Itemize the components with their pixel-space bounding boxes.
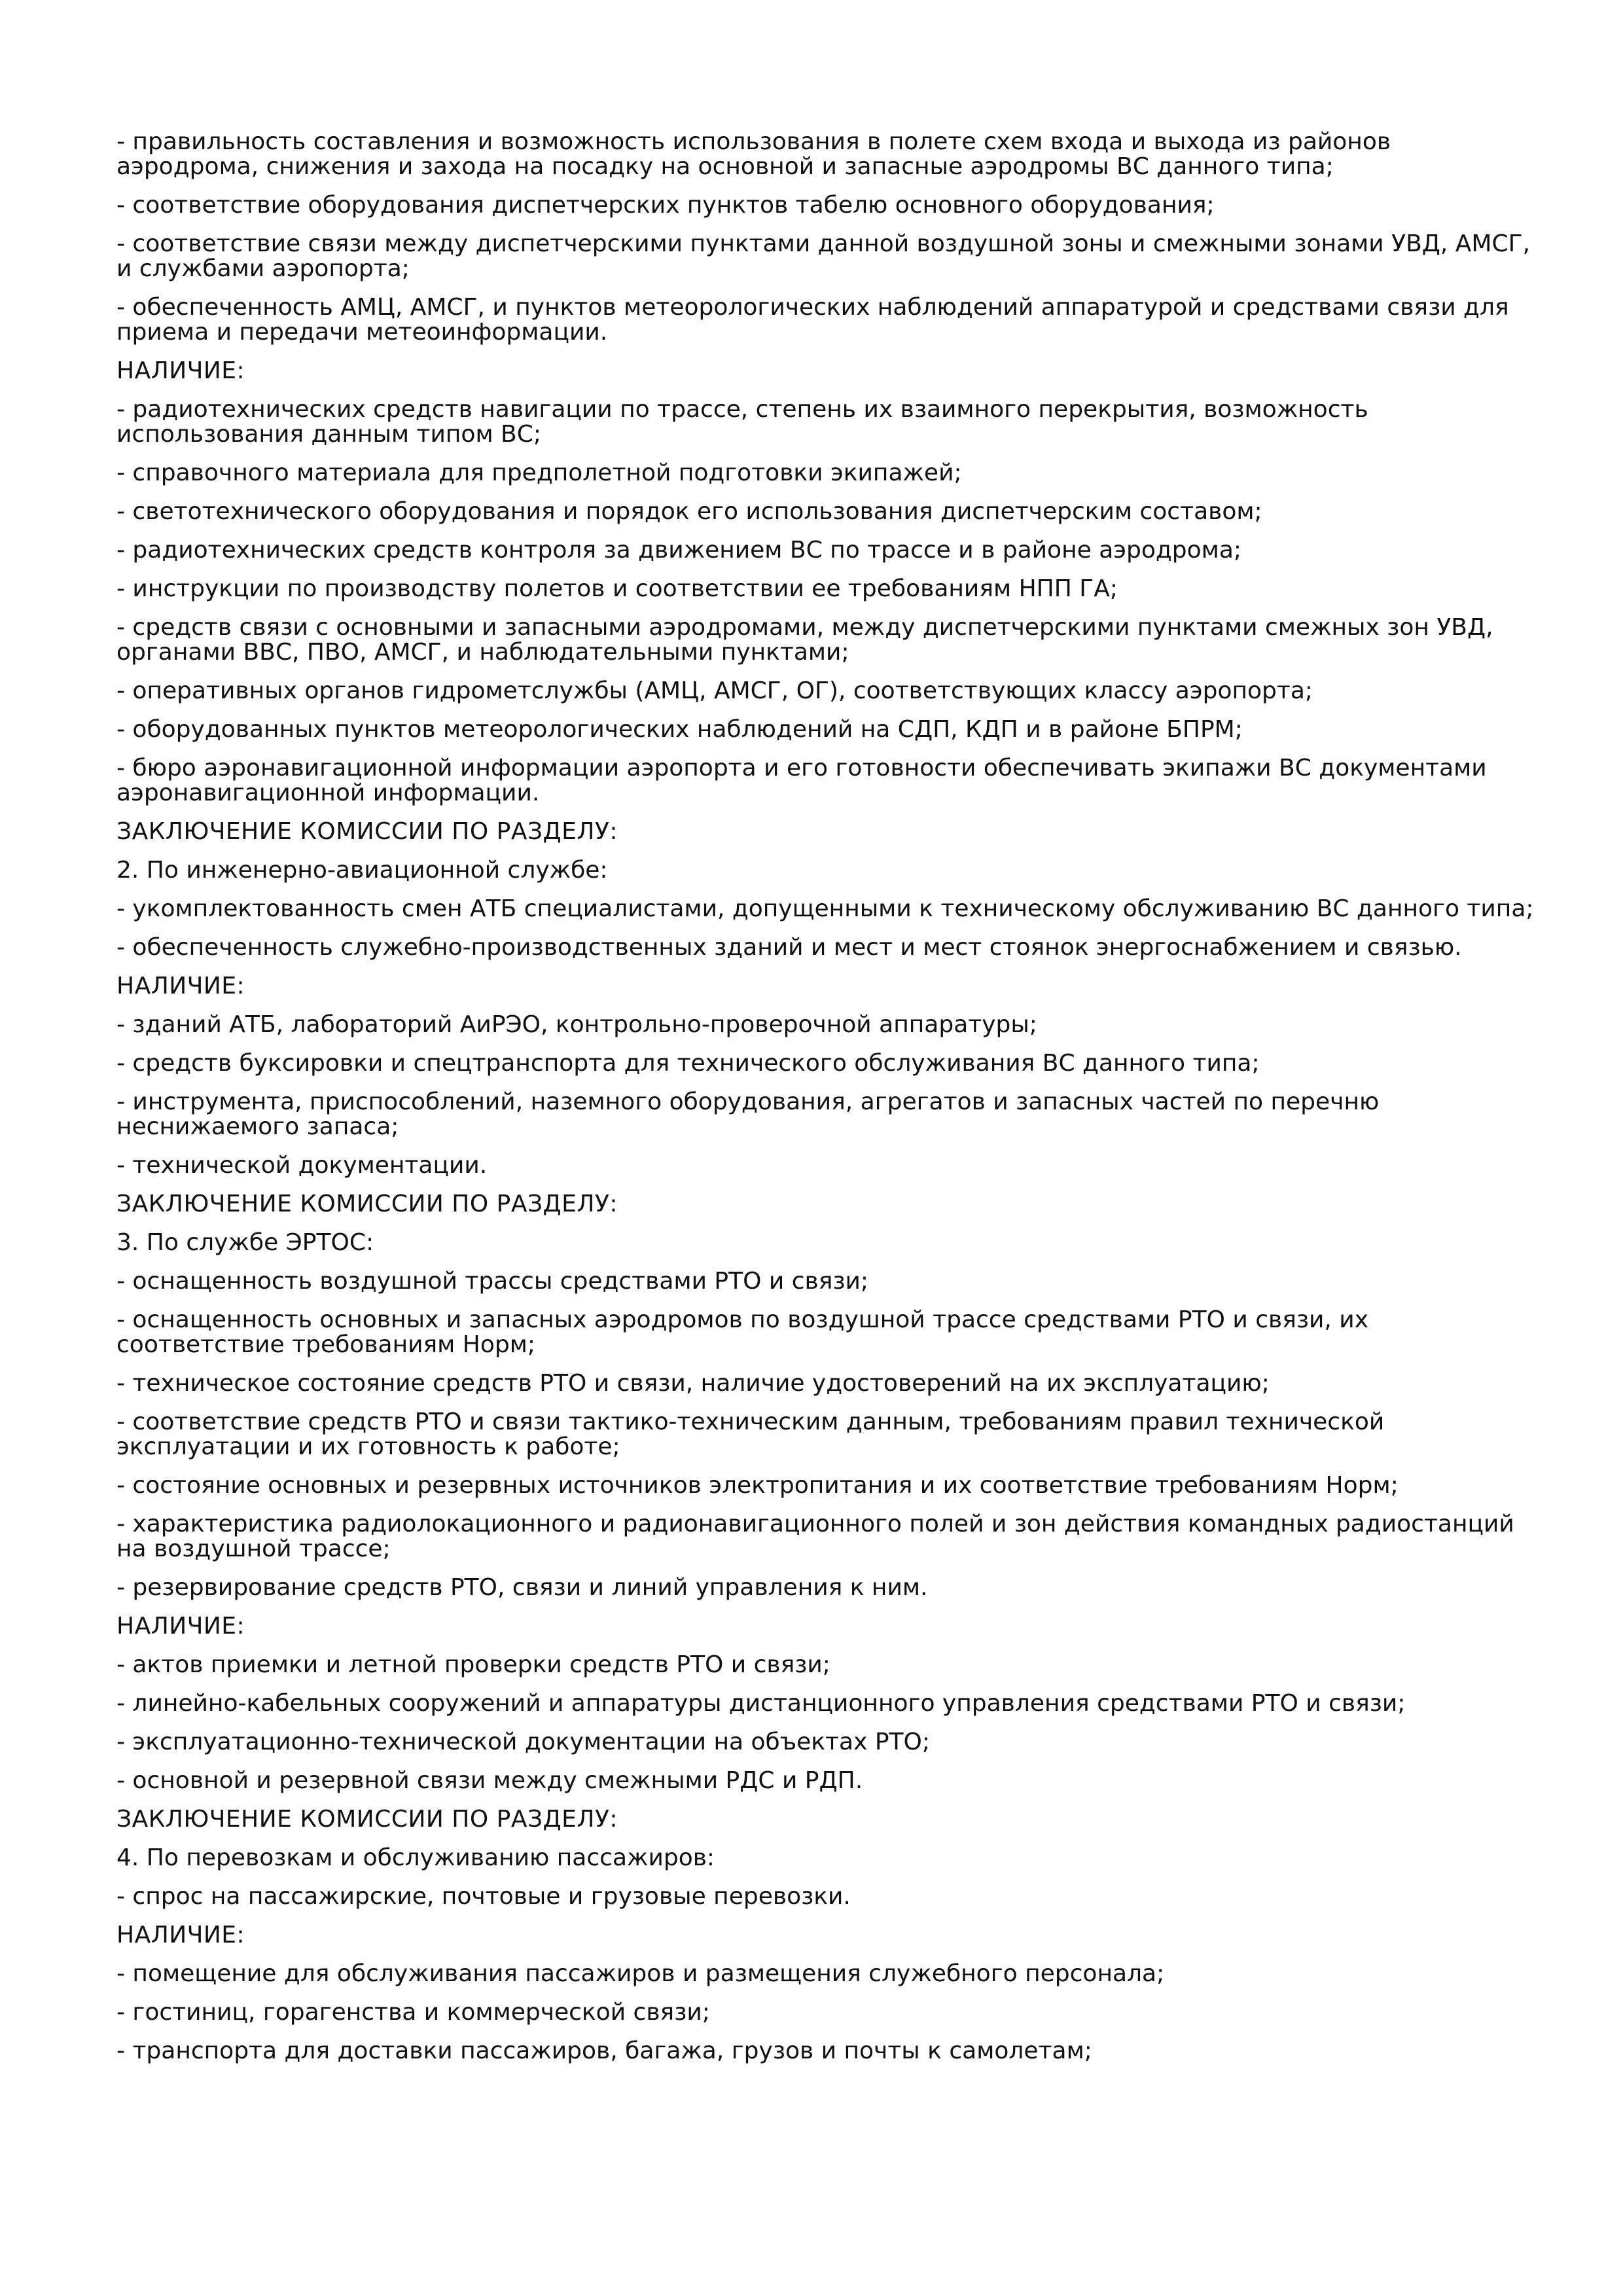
section-heading: НАЛИЧИЕ:	[116, 1922, 245, 1948]
text-line: - резервирование средств РТО, связи и линий управления к ним.	[116, 1574, 928, 1601]
section-heading: ЗАКЛЮЧЕНИЕ КОМИССИИ ПО РАЗДЕЛУ:	[116, 1191, 618, 1217]
text-line: - инструмента, приспособлений, наземного оборудования, агрегатов и запасных частей по перечню неснижаемого запаса;	[116, 1088, 1380, 1140]
text-line: - помещение для обслуживания пассажиров и размещения служебного персонала;	[116, 1960, 1165, 1987]
section-heading: НАЛИЧИЕ:	[116, 357, 245, 384]
section-heading: НАЛИЧИЕ:	[116, 973, 245, 999]
text-line: - гостиниц, горагенства и коммерческой связи;	[116, 1999, 710, 2026]
text-line: - правильность составления и возможность использования в полете схем входа и выхода из районов аэродрома, снижения и захода на посадку на основной и запасные аэродромы ВС данного типа;	[116, 128, 1391, 180]
section-title: 4. По перевозкам и обслуживанию пассажиров:	[116, 1844, 715, 1871]
text-line: - средств связи с основными и запасными аэродромами, между диспетчерскими пунктами смежных зон УВД, органами ВВС, ПВО, АМСГ, и наблюдательными пунктами;	[116, 614, 1493, 666]
section-heading: НАЛИЧИЕ:	[116, 1613, 245, 1640]
text-line: - средств буксировки и спецтранспорта для технического обслуживания ВС данного типа;	[116, 1050, 1260, 1077]
text-line: - обеспеченность АМЦ, АМСГ, и пунктов метеорологических наблюдений аппаратурой и средствами связи для приема и передачи метеоинформации.	[116, 294, 1509, 346]
text-line: - инструкции по производству полетов и соответствии ее требованиям НПП ГА;	[116, 575, 1118, 602]
text-line: - оборудованных пунктов метеорологических наблюдений на СДП, КДП и в районе БПРМ;	[116, 716, 1243, 743]
section-heading: ЗАКЛЮЧЕНИЕ КОМИССИИ ПО РАЗДЕЛУ:	[116, 818, 618, 845]
text-line: - актов приемки и летной проверки средств РТО и связи;	[116, 1651, 830, 1678]
text-line: - спрос на пассажирские, почтовые и грузовые перевозки.	[116, 1883, 851, 1910]
text-line: - оснащенность воздушной трассы средствами РТО и связи;	[116, 1268, 869, 1295]
text-line: - радиотехнических средств навигации по трассе, степень их взаимного перекрытия, возможность использования данным типом ВС;	[116, 396, 1368, 448]
text-line: - линейно-кабельных сооружений и аппаратуры дистанционного управления средствами РТО и связи;	[116, 1690, 1406, 1717]
text-line: - соответствие средств РТО и связи тактико-техническим данным, требованиям правил технической эксплуатации и их готовность к работе;	[116, 1408, 1385, 1460]
text-line: - техническое состояние средств РТО и связи, наличие удостоверений на их эксплуатацию;	[116, 1370, 1270, 1397]
section-heading: ЗАКЛЮЧЕНИЕ КОМИССИИ ПО РАЗДЕЛУ:	[116, 1806, 618, 1833]
text-line: - соответствие связи между диспетчерскими пунктами данной воздушной зоны и смежными зонами УВД, АМСГ, и службами аэропорта;	[116, 230, 1531, 282]
text-line: - светотехнического оборудования и порядок его использования диспетчерским составом;	[116, 498, 1262, 525]
text-line: - основной и резервной связи между смежными РДС и РДП.	[116, 1767, 863, 1794]
text-line: - транспорта для доставки пассажиров, багажа, грузов и почты к самолетам;	[116, 2037, 1092, 2064]
text-line: - технической документации.	[116, 1152, 488, 1179]
text-line: - обеспеченность служебно-производственных зданий и мест и мест стоянок энергоснабжением и связью.	[116, 934, 1462, 961]
section-title: 2. По инженерно-авиационной службе:	[116, 857, 608, 884]
text-line: - характеристика радиолокационного и радионавигационного полей и зон действия командных радиостанций на воздушной трассе;	[116, 1511, 1514, 1562]
text-line: - бюро аэронавигационной информации аэропорта и его готовности обеспечивать экипажи ВС документами аэронавигационной информации.	[116, 755, 1487, 806]
text-line: - состояние основных и резервных источников электропитания и их соответствие требованиям Норм;	[116, 1472, 1399, 1499]
text-line: - зданий АТБ, лабораторий АиРЭО, контрольно-проверочной аппаратуры;	[116, 1011, 1037, 1038]
text-line: - соответствие оборудования диспетчерских пунктов табелю основного оборудования;	[116, 192, 1215, 219]
text-line: - справочного материала для предполетной подготовки экипажей;	[116, 459, 962, 486]
text-line: - укомплектованность смен АТБ специалистами, допущенными к техническому обслуживанию ВС данного типа;	[116, 895, 1534, 922]
text-line: - радиотехнических средств контроля за движением ВС по трассе и в районе аэродрома;	[116, 537, 1242, 564]
section-title: 3. По службе ЭРТОС:	[116, 1229, 374, 1256]
document-page	[116, 130, 1537, 2077]
text-line: - оснащенность основных и запасных аэродромов по воздушной трассе средствами РТО и связи, их соответствие требованиям Норм;	[116, 1306, 1369, 1358]
text-line: - эксплуатационно-технической документации на объектах РТО;	[116, 1729, 930, 1755]
text-line: - оперативных органов гидрометслужбы (АМЦ, АМСГ, ОГ), соответствующих классу аэропорта;	[116, 677, 1313, 704]
